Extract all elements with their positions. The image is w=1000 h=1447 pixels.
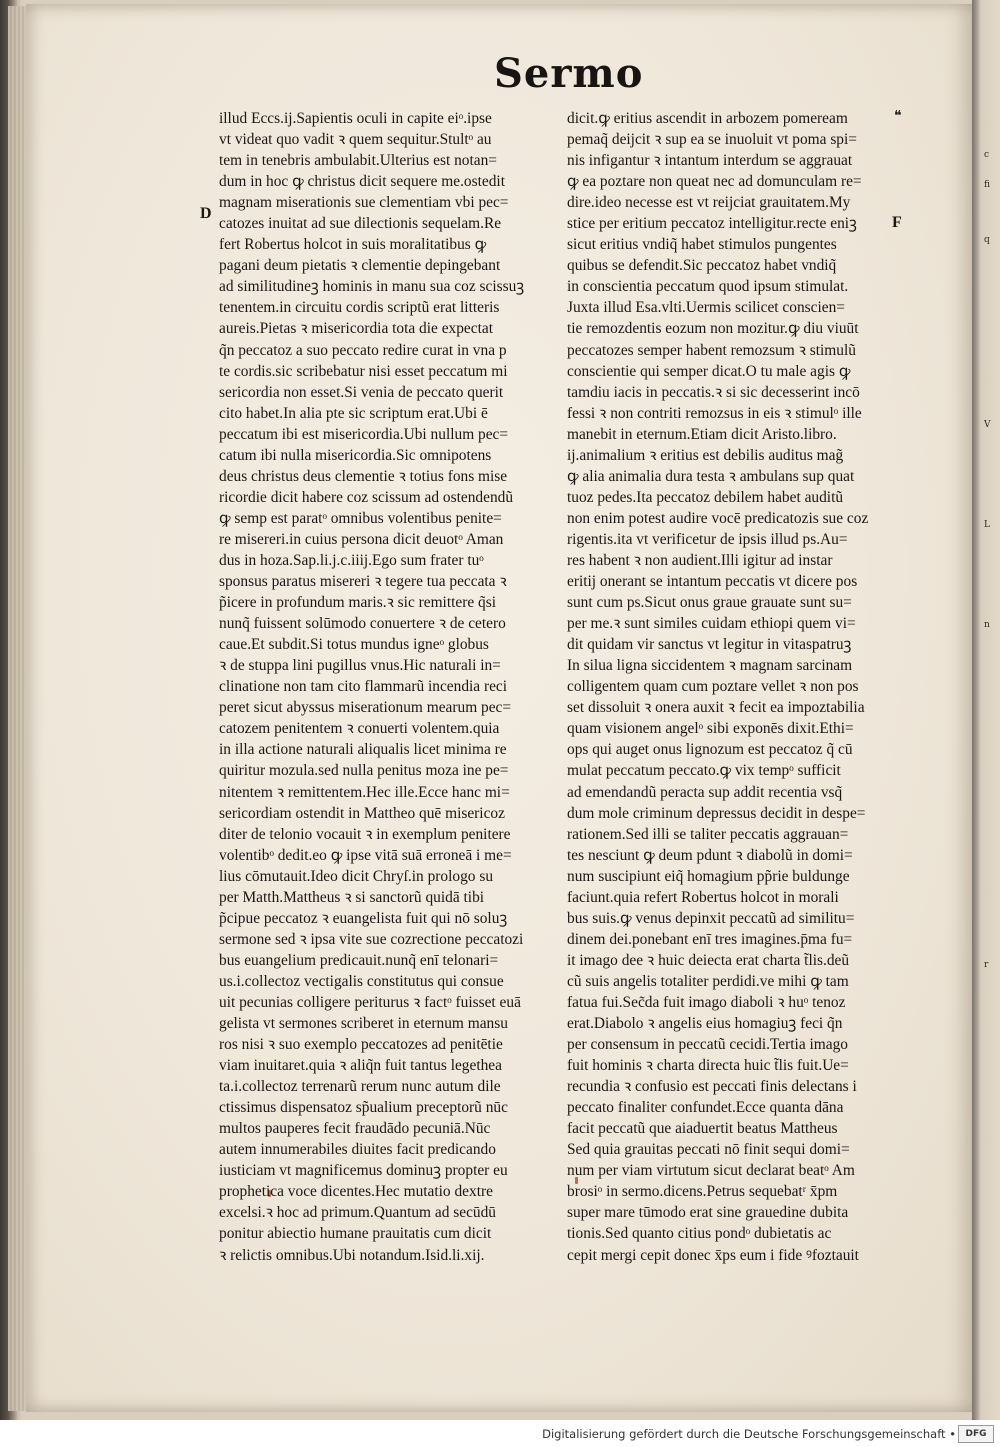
text-line: dicit.ꝙ eritius ascendit in arbozem pomeream bbox=[567, 110, 848, 127]
text-line: ctissimus dispensatoz sp̃ualium preceptorũ nūc bbox=[219, 1099, 508, 1117]
text-line: ꝙ semp est paratᵒ omnibus volentibus penite= bbox=[219, 509, 502, 527]
text-line: nis infigantur ꝛ intantum interdum se aggrauat bbox=[567, 152, 853, 170]
text-line: nunq̃ fuissent solūmodo conuertere ꝛ de cetero bbox=[219, 615, 506, 633]
text-line: caue.Et subdit.Si totus mundus igneᵒ globus bbox=[219, 636, 489, 654]
text-line: dinem dei.ponebant enī tres imagines.p̄ma fu= bbox=[567, 930, 853, 948]
text-line: dit quidam vir sanctus vt legitur in vitaspatruꝫ bbox=[567, 636, 852, 654]
text-line: prophetica voce dicentes.Hec mutatio dextre bbox=[219, 1183, 493, 1201]
text-line: Sed quia grauitas peccati nō finit sequi domi= bbox=[567, 1141, 850, 1159]
text-line: faciunt.quia refert Robertus holcot in morali bbox=[567, 888, 839, 906]
funding-notice: Digitalisierung gefördert durch die Deutsche Forschungsgemeinschaft • bbox=[542, 1427, 956, 1441]
text-line: diter de telonio vocauit ꝛ in exemplum penitere bbox=[219, 825, 511, 843]
text-line: Juxta illud Esa.vlti.Uermis scilicet conscien= bbox=[567, 299, 845, 317]
text-line: aureis.Pietas ꝛ misericordia tota die expectat bbox=[219, 320, 493, 338]
text-line: per me.ꝛ sunt similes cuidam ethiopi quem vi= bbox=[567, 615, 856, 633]
margin-letter-d: D bbox=[200, 205, 212, 222]
text-line: peccatum ibi est misericordia.Ubi nullum pec= bbox=[219, 425, 509, 443]
text-line: iusticiam vt magnificemus dominuꝫ propter eu bbox=[219, 1162, 508, 1180]
text-line: ops qui auget onus lignozum est peccatoz q̃ cū bbox=[567, 741, 853, 759]
text-line: it imago dee ꝛ huic deiecta erat charta t̃lis.deũ bbox=[567, 951, 850, 969]
facing-fragment: L bbox=[984, 520, 990, 530]
text-line: In silua ligna siccidentem ꝛ magnam sarcinam bbox=[567, 657, 853, 675]
text-line: catozem penitentem ꝛ conuerti volentem.quia bbox=[219, 720, 500, 738]
facing-fragment: V bbox=[984, 420, 991, 430]
text-line: ad emendandũ peracta sup addit recentia vsq̃ bbox=[567, 783, 843, 801]
text-line: gelista vt sermones scriberet in eternum mansu bbox=[219, 1015, 508, 1033]
text-line: in conscientia peccatum quod ipsum stimulat. bbox=[567, 278, 849, 296]
text-line: lius cōmutauit.Ideo dicit Chryſ.in prologo su bbox=[219, 867, 494, 885]
text-line: clinatione non tam cito flammarũ incendia reci bbox=[219, 678, 508, 696]
text-line: num suscipiunt eiq̃ homagium pp̃rie buldunge bbox=[567, 867, 850, 885]
text-line: dus in hoza.Sap.li.j.c.iiij.Ego sum frater tuᵒ bbox=[219, 551, 484, 569]
text-column-right bbox=[567, 108, 887, 1266]
text-line: dum mole criminum depressus decidit in despe= bbox=[567, 804, 866, 822]
text-line: us.i.collectoz vectigalis constitutus qui consue bbox=[219, 972, 504, 990]
text-line: tes nesciunt ꝙ deum pdunt ꝛ diabolũ in domi= bbox=[567, 846, 853, 864]
text-line: quibus se defendit.Sic peccatoz habet vndiq̃ bbox=[567, 257, 837, 275]
facing-page-strip bbox=[972, 0, 1000, 1420]
text-line: stice per eritium peccatoz intelligitur.recte eniꝫ bbox=[567, 215, 857, 233]
text-line: per Matth.Mattheus ꝛ si sanctorũ quidā tibi bbox=[219, 888, 485, 906]
text-line: excelsi.ꝛ hoc ad primum.Quantum ad secūdū bbox=[219, 1204, 496, 1222]
text-line: peccato finaliter confundet.Ecce quanta dāna bbox=[567, 1099, 844, 1117]
text-line: res habent ꝛ non audient.Illi igitur ad instar bbox=[567, 551, 833, 569]
text-line: sermone sed ꝛ ipsa vite sue cozrectione peccatozi bbox=[219, 930, 524, 948]
text-line: illud Eccs.ij.Sapientis oculi in capite eiᵒ.ipse bbox=[219, 110, 492, 127]
margin-letter-f: F bbox=[892, 214, 902, 231]
text-line: super mare tūmodo erat sine grauedine dubita bbox=[567, 1204, 849, 1222]
text-line: ij.animalium ꝛ eritius est debilis auditus mag̃ bbox=[567, 446, 844, 464]
text-line: eritij onerant se intantum peccatis vt dicere pos bbox=[567, 573, 858, 591]
text-line: multos pauperes fecit fraudādo pecuniā.Nūc bbox=[219, 1120, 491, 1138]
text-line: p̃cipue peccatoz ꝛ euangelista fuit qui nō soluꝫ bbox=[219, 909, 508, 927]
text-line: peccatozes semper habent remozsum ꝛ stimulũ bbox=[567, 341, 856, 359]
text-column-left bbox=[219, 108, 541, 1266]
text-line: dum in hoc ꝙ christus dicit sequere me.ostedit bbox=[219, 173, 505, 191]
text-line: ricordie dicit habere coz scissum ad ostendendũ bbox=[219, 488, 514, 506]
text-line: erat.Diabolo ꝛ angelis eius homagiuꝫ feci q̃n bbox=[567, 1015, 843, 1033]
text-line: deus christus deus clementie ꝛ totius fons mise bbox=[219, 467, 508, 485]
text-line: volentibᵒ dedit.eo ꝙ ipse vitā suā erroneā i me= bbox=[219, 846, 512, 864]
page-heading: Sermo bbox=[494, 50, 644, 97]
text-line: manebit in eternum.Etiam dicit Aristo.libro. bbox=[567, 425, 837, 443]
text-line: q̃n peccatoz a suo peccato redire curat in vna p bbox=[219, 341, 507, 359]
text-line: cepit mergi cepit donec x̄ps eum i fide ꝰfoztauit bbox=[567, 1246, 859, 1264]
text-line: tem in tenebris ambulabit.Ulterius est notan= bbox=[219, 152, 497, 170]
text-line: ad similitudineꝫ hominis in manu sua coz scissuꝫ bbox=[219, 278, 525, 296]
text-line: quam visionem angelᵒ sibi exponēs dixit.Ethi= bbox=[567, 720, 854, 738]
text-line: autem innumerabiles diuites facit predicando bbox=[219, 1141, 496, 1159]
text-line: mulat peccatum peccato.ꝙ vix tempᵒ sufficit bbox=[567, 762, 841, 780]
text-line: fuit hominis ꝛ charta directa huic t̃lis fuit.Ue= bbox=[567, 1057, 849, 1075]
dfg-logo: DFG bbox=[958, 1425, 994, 1443]
text-line: num per viam virtutum sicut declarat beatᵒ Am bbox=[567, 1162, 855, 1180]
text-line: dire.ideo necesse est vt reijciat grauitatem.My bbox=[567, 194, 851, 212]
text-line: quiritur mozula.sed nulla penitus moza ine pe= bbox=[219, 762, 509, 780]
text-line: fessi ꝛ non contriti remozsus in eis ꝛ stimulᵒ ille bbox=[567, 404, 862, 422]
text-line: tie remozdentis eozum non mozitur.ꝙ diu viuūt bbox=[567, 320, 859, 338]
text-line: sunt cum ps.Sicut onus graue grauate sunt su= bbox=[567, 594, 852, 612]
text-line: rationem.Sed illi se taliter peccatis aggrauan= bbox=[567, 825, 849, 843]
text-line: p̃icere in profundum maris.ꝛ sic remittere q̃si bbox=[219, 594, 496, 612]
text-line: ꝙ ea poztare non queat nec ad domunculam re= bbox=[567, 173, 862, 191]
text-line: sericordia non esset.Si venia de peccato querit bbox=[219, 383, 504, 401]
text-line: te cordis.sic scribebatur nisi esset peccatum mi bbox=[219, 362, 508, 380]
text-line: tenentem.in circuitu cordis scriptũ erat litteris bbox=[219, 299, 500, 317]
book-page-edges bbox=[8, 6, 26, 1411]
facing-fragment: c bbox=[984, 150, 990, 160]
text-line: conscientie qui semper dicat.O tu male agis ꝙ bbox=[567, 362, 851, 380]
text-line: ta.i.collectoz terrenarũ rerum nunc autum dile bbox=[219, 1078, 501, 1096]
text-line: pemaq̃ deijcit ꝛ sup ea se inuoluit vt poma spi= bbox=[567, 131, 857, 149]
text-line: non enim potest audire vocē predicatozis sue coz bbox=[567, 509, 869, 527]
text-line: sicut eritius vndiq̃ habet stimulos pungentes bbox=[567, 236, 837, 254]
text-line: bus suis.ꝙ venus depinxit peccatũ ad similitu= bbox=[567, 909, 855, 927]
text-line: in illa actione naturali aliqualis licet minima re bbox=[219, 741, 507, 759]
footer-bar bbox=[0, 1420, 1000, 1447]
text-line: catozes inuitat ad sue dilectionis sequelam.Re bbox=[219, 215, 502, 233]
text-line: uit pecunias colligere periturus ꝛ factᵒ fuisset euā bbox=[219, 993, 521, 1011]
text-line: brosiᵒ in sermo.dicens.Petrus sequebatʳ x̄pm bbox=[567, 1183, 838, 1201]
text-line: ꝙ alia animalia dura testa ꝛ ambulans sup quat bbox=[567, 467, 855, 485]
text-line: recundia ꝛ confusio est peccati finis delectans i bbox=[567, 1078, 857, 1096]
text-line: fatua fui.Sec̃da fuit imago diaboli ꝛ huᵒ tenoz bbox=[567, 993, 846, 1011]
text-line: sponsus paratus misereri ꝛ tegere tua peccata ꝛ bbox=[219, 573, 507, 591]
text-line: catum ibi nulla misericordia.Sic omnipotens bbox=[219, 446, 492, 464]
text-line: pagani deum pietatis ꝛ clementie depingebant bbox=[219, 257, 501, 275]
text-line: cũ suis angelis totaliter perdidi.ve mihi ꝙ tam bbox=[567, 972, 849, 990]
text-line: ꝛ de stuppa lini pugillus vnus.Hic naturali in= bbox=[219, 657, 501, 675]
text-line: viam inuitaret.quia ꝛ aliq̃n fuit tantus legethea bbox=[219, 1057, 502, 1075]
text-line: bus euangelium predicauit.nunq̃ enī telonari= bbox=[219, 951, 499, 969]
text-line: tionis.Sed quanto citius pondᵒ dubietatis ac bbox=[567, 1225, 832, 1243]
text-line: ponitur abiectio humane prauitatis cum dicit bbox=[219, 1225, 492, 1243]
text-line: facit peccatũ que aiaduertit beatus Mattheus bbox=[567, 1120, 838, 1138]
text-line: rigentis.ita vt verificetur de ipsis illud ps.Au= bbox=[567, 530, 848, 548]
text-line: fert Robertus holcot in suis moralitatibus ꝙ bbox=[219, 236, 487, 254]
text-line: re misereri.in cuius persona dicit deuotᵒ Aman bbox=[219, 530, 504, 548]
facing-fragment: fi bbox=[984, 180, 991, 190]
text-line: tamdiu iacis in peccatis.ꝛ si sic decesserint incō bbox=[567, 383, 860, 401]
text-line: set dissoluit ꝛ onera auxit ꝛ fecit ea impoztabilia bbox=[567, 699, 865, 717]
text-line: colligentem quam cum poztare vellet ꝛ non pos bbox=[567, 678, 859, 696]
text-line: per consensum in peccatũ cecidi.Tertia imago bbox=[567, 1036, 848, 1054]
text-line: nitentem ꝛ remittentem.Hec ille.Ecce hanc mi= bbox=[219, 783, 510, 801]
text-line: ꝛ relictis omnibus.Ubi notandum.Isid.li.xij. bbox=[219, 1246, 485, 1264]
text-line: cito habet.In alia pte sic scriptum erat.Ubi ē bbox=[219, 404, 488, 422]
text-line: ros nisi ꝛ suo exemplo peccatozes ad penitētie bbox=[219, 1036, 503, 1054]
facing-fragment: n bbox=[984, 620, 990, 630]
text-line: peret sicut abyssus miserationum mearum pec= bbox=[219, 699, 512, 717]
text-line: vt videat quo vadit ꝛ quem sequitur.Stultᵒ au bbox=[219, 131, 492, 149]
text-line: tuoz pedes.Ita peccatoz debilem habet auditũ bbox=[567, 488, 844, 506]
facing-fragment: q bbox=[984, 235, 990, 245]
text-line: magnam miserationis sue clementiam vbi pec= bbox=[219, 194, 509, 212]
facing-fragment: r bbox=[984, 960, 989, 970]
text-line: sericordiam ostendit in Mattheo quē misericoz bbox=[219, 804, 505, 822]
paragraph-mark: ❝ bbox=[894, 108, 902, 124]
